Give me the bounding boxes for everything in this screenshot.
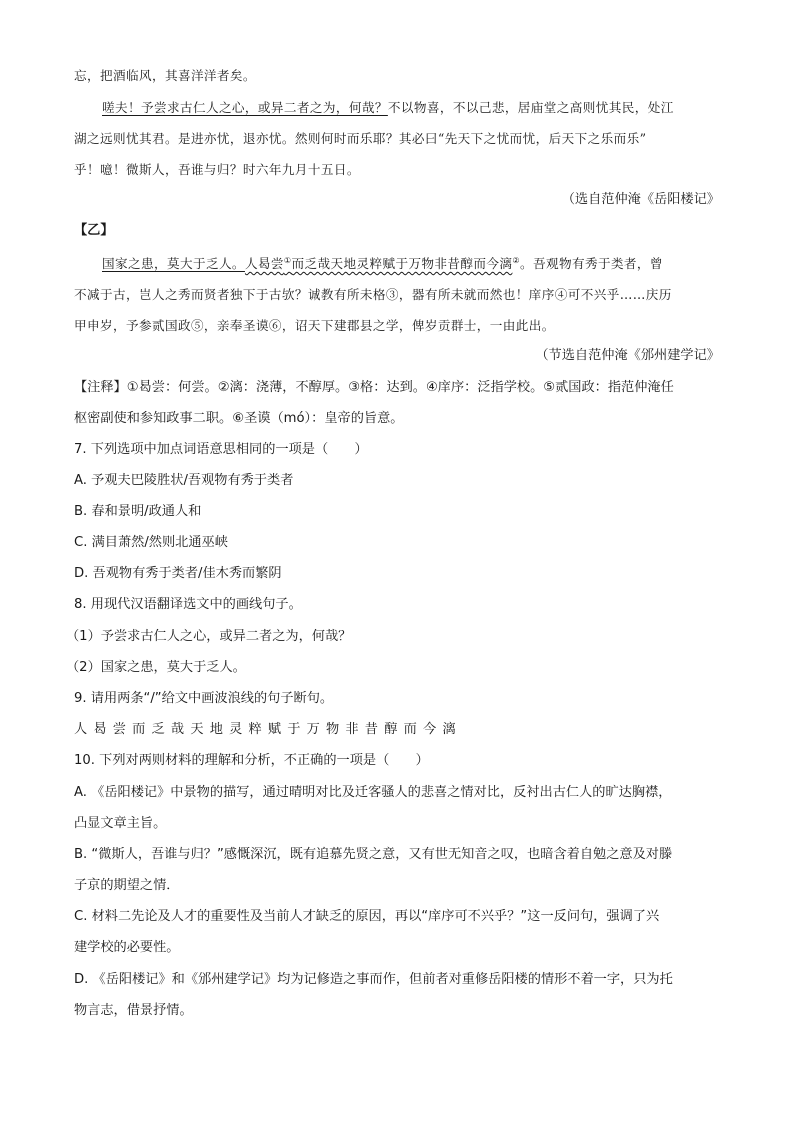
- q10-option-d-line-2: 物言志，借景抒情。: [74, 1003, 193, 1018]
- jia-p2-rest: 不以物喜，不以己悲，居庙堂之高则忧其民，处江: [387, 100, 674, 115]
- jia-line-1: 忘，把酒临风，其喜洋洋者矣。: [74, 68, 256, 83]
- yi-wavy-part-a: 人曷尝: [244, 256, 284, 271]
- yi-line-3: 甲申岁，予参贰国政⑤，亲奉圣谟⑥，诏天下建郡县之学，俾岁贡群士，一由此出。: [74, 318, 555, 333]
- jia-line-4: 乎！噫！微斯人，吾谁与归？时六年九月十五日。: [74, 162, 360, 177]
- question-7: 7. 下列选项中加点词语意思相同的一项是（ ）: [74, 442, 368, 457]
- yi-p1-rest: 。吾观物有秀于类者，曾: [519, 256, 663, 271]
- q7-option-b: B. 春和景明/政通人和: [74, 504, 202, 519]
- notes-line-1: 【注释】①曷尝：何尝。②漓：浇薄，不醇厚。③格：达到。④庠序：泛指学校。⑤贰国政：指范仲淹任: [74, 380, 674, 395]
- yi-heading: 【乙】: [74, 223, 114, 238]
- jia-paragraph-2: [102, 99, 724, 117]
- footnote-marker-1: ①: [283, 255, 292, 265]
- q7-option-d: D. 吾观物有秀于类者/佳木秀而繁阴: [74, 566, 282, 581]
- jia-line-3: 湖之远则忧其君。是进亦忧，退亦忧。然则何时而乐耶？其必曰“先天下之忧而忧，后天下之乐而乐”: [74, 131, 647, 146]
- yi-underlined-sentence: 国家之患，莫大于乏人。: [102, 256, 245, 271]
- q8-item-2: （2）国家之患，莫大于乏人。: [66, 660, 246, 675]
- q10-option-c-line-2: 建学校的必要性。: [74, 940, 180, 955]
- jia-source: （选自范仲淹《岳阳楼记》: [561, 192, 720, 207]
- yi-line-2: 不减于古，岂人之秀而贤者独下于古欤？诚教有所未格③，器有所未就而然也！庠序④可不兴乎……庆历: [74, 287, 672, 302]
- question-10: 10. 下列对两则材料的理解和分析，不正确的一项是（ ）: [74, 753, 429, 768]
- q10-option-d-line-1: D. 《岳阳楼记》和《邠州建学记》均为记修造之事而作，但前者对重修岳阳楼的情形不着一字，只为托: [74, 972, 673, 987]
- q7-option-a: A. 予观夫巴陵胜状/吾观物有秀于类者: [74, 473, 294, 488]
- yi-source: （节选自范仲淹《邠州建学记》: [535, 348, 720, 363]
- q10-option-b-line-2: 子京的期望之情．: [74, 878, 180, 893]
- q10-option-b-line-1: B. “微斯人，吾谁与归？”感慨深沉，既有追慕先贤之意，又有世无知音之叹，也暗含着自勉之意及对滕: [74, 847, 673, 862]
- q10-option-a-line-2: 凸显文章主旨。: [74, 816, 167, 831]
- yi-wavy-part-b: 而乏哉天地灵粹赋于万物非昔醇而今漓: [291, 256, 513, 271]
- q10-option-c-line-1: C. 材料二先论及人才的重要性及当前人才缺乏的原因，再以“庠序可不兴乎？”这一反问句，强调了兴: [74, 909, 660, 924]
- yi-wavy-sentence: [245, 256, 512, 271]
- yi-paragraph-1: [102, 255, 724, 273]
- q7-option-c: C. 满目萧然/然则北通巫峡: [74, 535, 228, 550]
- q10-option-a-line-1: A. 《岳阳楼记》中景物的描写，通过晴明对比及迁客骚人的悲喜之情对比，反衬出古仁人的旷达胸襟，: [74, 785, 672, 800]
- footnote-marker-2: ②: [512, 255, 520, 265]
- jia-underlined-sentence: 嗟夫！予尝求古仁人之心，或异二者之为，何哉？: [102, 100, 388, 115]
- question-9: 9. 请用两条“/”给文中画波浪线的句子断句。: [74, 691, 334, 706]
- notes-line-2: 枢密副使和参知政事二职。⑥圣谟（mó）：皇帝的旨意。: [74, 411, 404, 426]
- question-8: 8. 用现代汉语翻译选文中的画线句子。: [74, 597, 302, 612]
- q9-sentence: 人曷尝而乏哉天地灵粹赋于万物非昔醇而今漓: [74, 722, 462, 737]
- q8-item-1: （1）予尝求古仁人之心，或异二者之为，何哉？: [66, 629, 352, 644]
